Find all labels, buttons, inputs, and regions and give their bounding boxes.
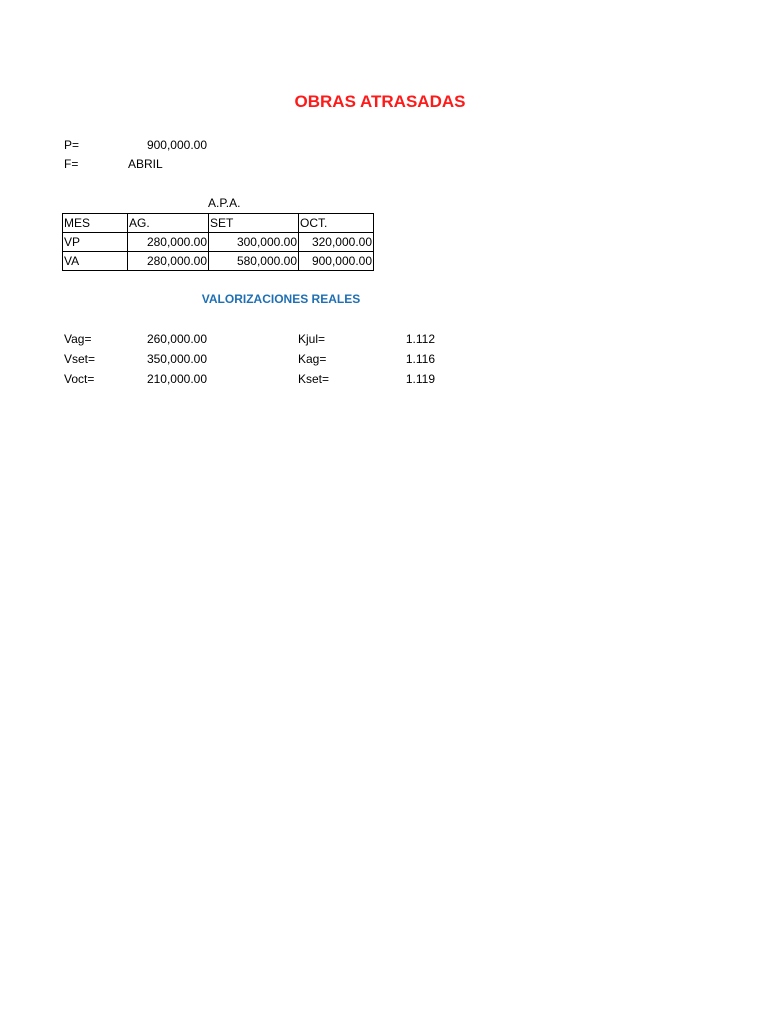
p-label: P= (64, 138, 80, 152)
value-cell: 320,000.00 (299, 233, 374, 252)
value-cell: 300,000.00 (209, 233, 299, 252)
k-value: 1.112 (405, 332, 435, 346)
v-label: Vset= (64, 352, 96, 366)
v-value: 260,000.00 (146, 332, 207, 346)
header-cell: MES (63, 214, 128, 233)
table-header-row (63, 214, 374, 233)
header-cell: SET (209, 214, 299, 233)
value-cell: 280,000.00 (128, 233, 209, 252)
v-value: 210,000.00 (146, 372, 207, 386)
k-label: Kag= (298, 352, 327, 366)
header-cell: OCT. (299, 214, 374, 233)
row-label-cell: VA (63, 252, 128, 271)
apa-label: A.P.A. (208, 196, 241, 210)
value-cell: 580,000.00 (209, 252, 299, 271)
value-cell: 900,000.00 (299, 252, 374, 271)
v-value: 350,000.00 (146, 352, 207, 366)
k-value: 1.119 (405, 372, 435, 386)
p-value: 900,000.00 (146, 138, 207, 152)
header-cell: AG. (128, 214, 209, 233)
value-cell: 280,000.00 (128, 252, 209, 271)
table-row (63, 233, 374, 252)
f-label: F= (64, 157, 79, 171)
table-row (63, 252, 374, 271)
k-label: Kset= (298, 372, 330, 386)
k-label: Kjul= (298, 332, 326, 346)
apa-table (62, 213, 374, 271)
row-label-cell: VP (63, 233, 128, 252)
page-title: OBRAS ATRASADAS (294, 92, 466, 111)
k-value: 1.116 (405, 352, 435, 366)
section-title: VALORIZACIONES REALES (201, 292, 361, 306)
v-label: Vag= (64, 332, 92, 346)
f-value: ABRIL (128, 157, 163, 171)
v-label: Voct= (64, 372, 95, 386)
